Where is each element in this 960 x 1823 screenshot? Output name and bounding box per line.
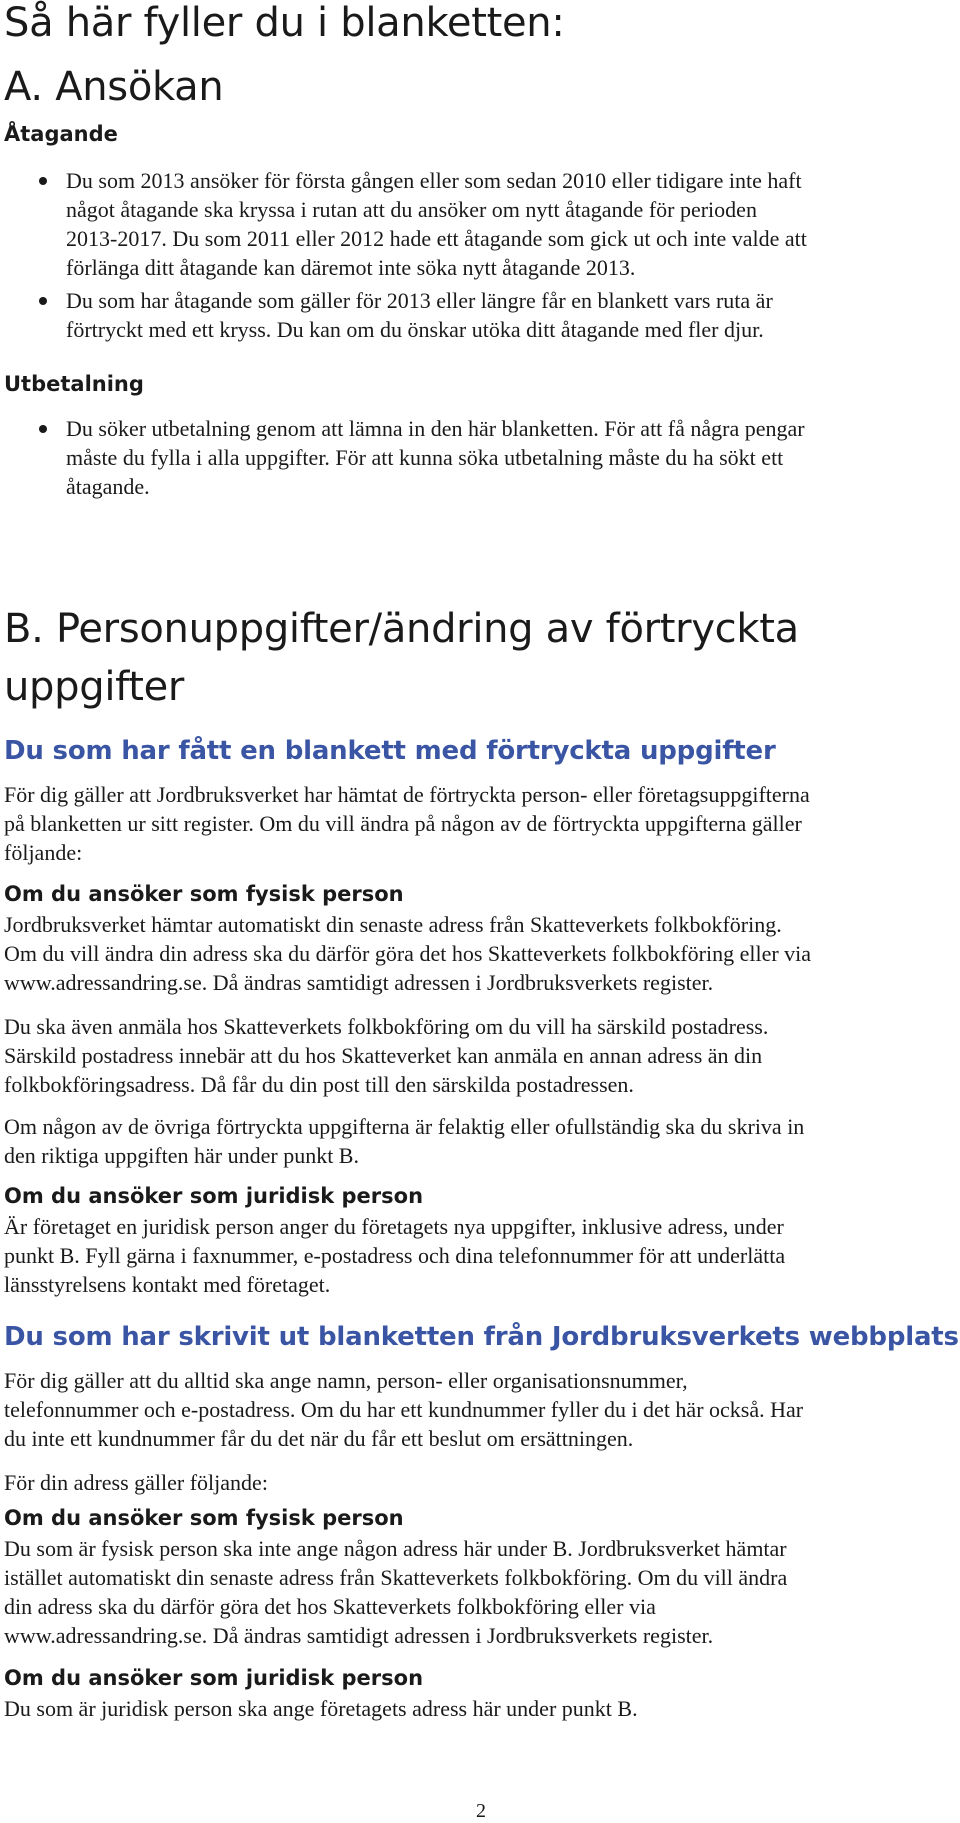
label-juridisk-person: Om du ansöker som juridisk person bbox=[4, 1184, 424, 1208]
label-fysisk-person: Om du ansöker som fysisk person bbox=[4, 1506, 404, 1530]
paragraph: För dig gäller att du alltid ska ange namn, person- eller organisationsnummer, telefonnummer och e-postadress. Om du har ett kundnummer fyller du i det här också. Har du inte ett kundnummer får du det när du får ett beslut om ersättningen. bbox=[4, 1368, 804, 1451]
text-line: Du som 2013 ansöker för första gången eller som sedan 2010 eller tidigare inte haft bbox=[66, 168, 802, 193]
paragraph: För dig gäller att Jordbruksverket har hämtat de förtryckta person- eller företagsuppgifterna på blanketten ur sitt register. Om du vill ändra på någon av de förtryckta uppgifterna gäller följande: bbox=[4, 782, 810, 865]
text-line: förtryckt med ett kryss. Du kan om du önskar utöka ditt åtagande med fler djur. bbox=[66, 317, 764, 342]
text-line: Du som har åtagande som gäller för 2013 eller längre får en blankett vars ruta är bbox=[66, 288, 773, 313]
paragraph: Jordbruksverket hämtar automatiskt din senaste adress från Skatteverkets folkbokföring. Om du vill ändra din adress ska du därför göra det hos Skatteverkets folkbokföring eller via www.adressandring.se. Då ändras samtidigt adressen i Jordbruksverkets register. bbox=[4, 912, 812, 995]
section-a-heading: A. Ansökan bbox=[4, 64, 224, 110]
paragraph: Du som är juridisk person ska ange företagets adress här under punkt B. bbox=[4, 1696, 638, 1721]
page-title: Så här fyller du i blanketten: bbox=[4, 0, 565, 46]
text-line: något åtagande ska kryssa i rutan att du ansöker om nytt åtagande för perioden bbox=[66, 197, 757, 222]
label-juridisk-person: Om du ansöker som juridisk person bbox=[4, 1666, 424, 1690]
paragraph: Du som är fysisk person ska inte ange någon adress här under B. Jordbruksverket hämtar istället automatiskt din senaste adress från Skatteverkets folkbokföring. Om du vill ändra din adress ska du därför göra det hos Skatteverkets folkbokföring eller via www.adressandring.se. Då ändras samtidigt adressen i Jordbruksverkets register. bbox=[4, 1536, 788, 1648]
bullet-icon bbox=[39, 425, 47, 433]
utbetalning-label: Utbetalning bbox=[4, 372, 144, 396]
label-fysisk-person: Om du ansöker som fysisk person bbox=[4, 882, 404, 906]
text-line: Du söker utbetalning genom att lämna in den här blanketten. För att få några pengar bbox=[66, 416, 805, 441]
bullet-icon bbox=[39, 177, 47, 185]
subheading-forprinted: Du som har fått en blankett med förtryckta uppgifter bbox=[4, 736, 776, 766]
paragraph: Om någon av de övriga förtryckta uppgifterna är felaktig eller ofullständig ska du skriva in den riktiga uppgiften här under punkt B. bbox=[4, 1114, 805, 1168]
text-line: 2013-2017. Du som 2011 eller 2012 hade ett åtagande som gick ut och inte valde att bbox=[66, 226, 807, 251]
text-line: måste du fylla i alla uppgifter. För att kunna söka utbetalning måste du ha sökt ett bbox=[66, 445, 784, 470]
bullet-icon bbox=[39, 297, 47, 305]
paragraph: För din adress gäller följande: bbox=[4, 1470, 268, 1495]
page-number: 2 bbox=[476, 1800, 486, 1822]
text-line: åtagande. bbox=[66, 474, 150, 499]
paragraph: Är företaget en juridisk person anger du företagets nya uppgifter, inklusive adress, under punkt B. Fyll gärna i faxnummer, e-postadress och dina telefonnummer för att underlätta länsstyrelsens kontakt med företaget. bbox=[4, 1214, 786, 1297]
paragraph: Du ska även anmäla hos Skatteverkets folkbokföring om du vill ha särskild postadress. Särskild postadress innebär att du hos Skatteverket kan anmäla en annan adress än din folkbokföringsadress. Då får du din post till den särskilda postadressen. bbox=[4, 1014, 769, 1097]
section-b-heading: B. Personuppgifter/ändring av förtryckta uppgifter bbox=[4, 606, 799, 710]
subheading-website: Du som har skrivit ut blanketten från Jordbruksverkets webbplats bbox=[4, 1322, 959, 1352]
atagande-label: Åtagande bbox=[4, 122, 118, 146]
text-line: förlänga ditt åtagande kan däremot inte söka nytt åtagande 2013. bbox=[66, 255, 636, 280]
